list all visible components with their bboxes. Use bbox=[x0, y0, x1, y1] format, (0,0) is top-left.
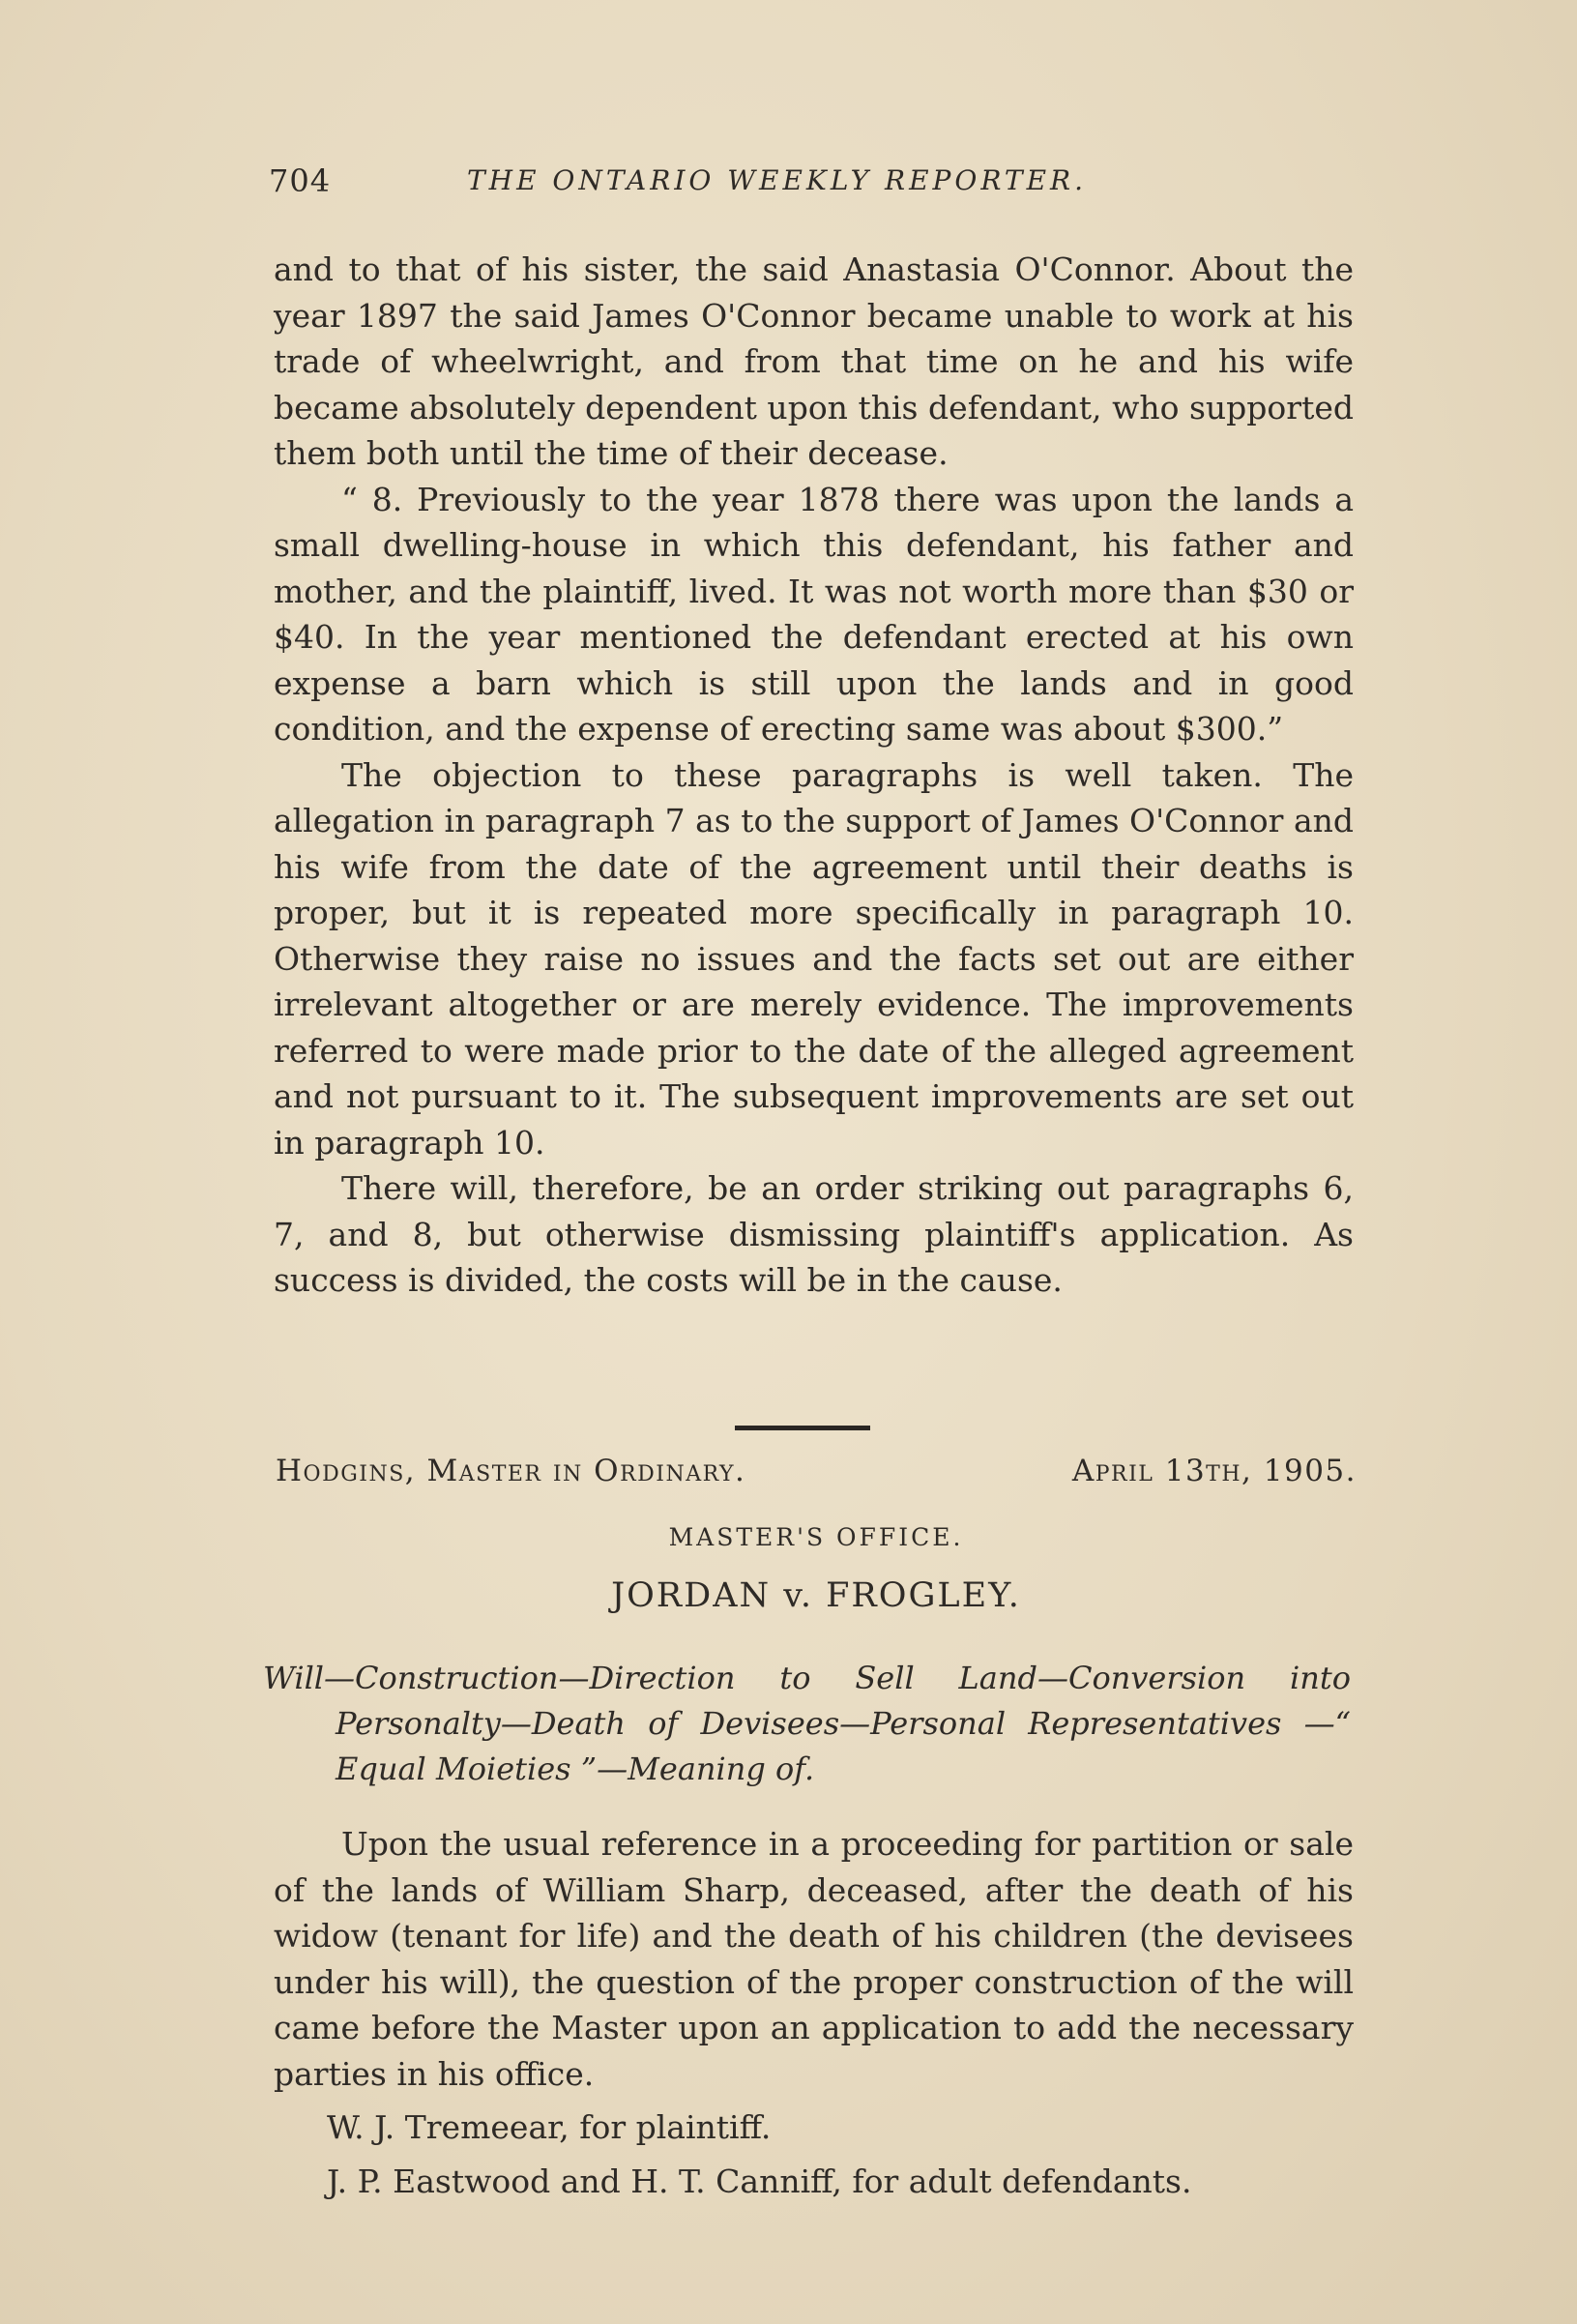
counsel-defendants: J. P. Eastwood and H. T. Canniff, for adult defendants. bbox=[327, 2162, 1192, 2200]
paragraph: There will, therefore, be an order striking out paragraphs 6, 7, and 8, but otherwise dismissing plaintiff's application. As success is divided, the costs will be in the cause. bbox=[274, 1169, 1354, 1299]
paragraph: The objection to these paragraphs is well taken. The allegation in paragraph 7 as to the support of James O'Connor and his wife from the date of the agreement until their deaths is proper, but it is repeated more specifically in paragraph 10. Otherwise they raise no issues and the facts set out are either irrelevant altogether or are merely evidence. The improvements referred to were made prior to the date of the alleged agreement and not pursuant to it. The subsequent improvements are set out in paragraph 10. bbox=[274, 755, 1354, 1162]
case-body bbox=[274, 1821, 1354, 2204]
decision-date: April 13th, 1905. bbox=[1071, 1454, 1357, 1488]
running-title: THE ONTARIO WEEKLY REPORTER. bbox=[467, 164, 1088, 196]
case-summary: Upon the usual reference in a proceeding for partition or sale of the lands of William Sharp, deceased, after the death of his widow (tenant for life) and the death of his children (the devisees under his will), the question of the proper construction of the will came before the Master upon an application to add the necessary parties in his office. bbox=[274, 1825, 1354, 2093]
case-title: JORDAN v. FROGLEY. bbox=[611, 1576, 1021, 1615]
page-number: 704 bbox=[269, 162, 332, 199]
section-divider bbox=[735, 1426, 870, 1430]
judge-name: Hodgins, Master in Ordinary. bbox=[276, 1454, 746, 1488]
headnote: Will—Construction—Direction to Sell Land—Conversion into Personalty—Death of Devisees—Personal Representatives —“ Equal Moieties ”—Meaning of. bbox=[263, 1660, 1351, 1787]
page-header bbox=[269, 162, 1352, 211]
counsel-plaintiff: W. J. Tremeear, for plaintiff. bbox=[327, 2108, 772, 2146]
court-name: MASTER'S OFFICE. bbox=[668, 1523, 964, 1551]
paragraph: “ 8. Previously to the year 1878 there was upon the lands a small dwelling-house in which this defendant, his father and mother, and the plaintiff, lived. It was not worth more than $30 or $40. In the year mentioned the defendant erected at his own expense a barn which is still upon the lands and in good condition, and the expense of erecting same was about $300.” bbox=[274, 480, 1354, 748]
paragraph: and to that of his sister, the said Anastasia O'Connor. About the year 1897 the said James O'Connor became unable to work at his trade of wheelwright, and from that time on he and his wife became absolutely dependent upon this defendant, who supported them both until the time of their decease. bbox=[274, 250, 1354, 472]
judgment-continuation bbox=[274, 247, 1354, 1304]
